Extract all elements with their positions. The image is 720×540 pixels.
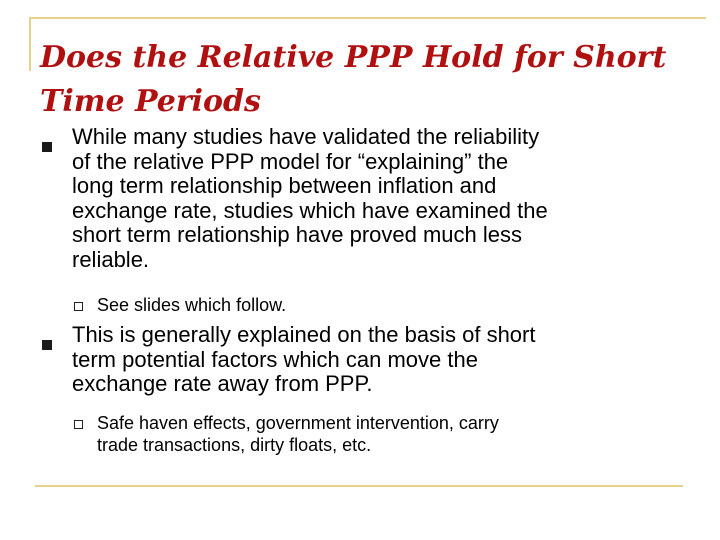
bullet-1-sub-line-1: See slides which follow. [97, 295, 287, 315]
bullet-square-icon [42, 142, 52, 152]
bottom-rule [35, 485, 683, 487]
bullet-1-sub-text [97, 294, 286, 316]
slide-title [40, 36, 720, 124]
sub-bullet-box-icon [74, 302, 83, 311]
bullet-2-line-2: term potential factors which can move the [72, 346, 478, 372]
bullet-1-line-3: long term relationship between inflation and [72, 173, 497, 198]
bullet-2-line-3: exchange rate away from PPP. [72, 371, 373, 396]
sub-bullet-box-icon [74, 420, 83, 429]
bullet-2-sub-line-1: Safe haven effects, government intervention, carry [97, 413, 499, 433]
bullet-1-line-5: short term relationship have proved much less [72, 222, 522, 247]
top-rule [29, 17, 706, 19]
bullet-square-icon [42, 340, 52, 350]
bullet-2-sub-line-2: trade transactions, dirty floats, etc. [97, 435, 372, 455]
title-line-2: Time Periods [40, 84, 261, 119]
bullet-1-line-1: While many studies have validated the reliability [72, 124, 540, 149]
bullet-1-text [72, 125, 548, 272]
title-line-1: Does the Relative PPP Hold for Short [40, 40, 667, 75]
bullet-2-sub-text [97, 412, 499, 456]
left-rule [29, 17, 31, 71]
bullet-1-line-6: reliable. [72, 246, 150, 272]
bullet-1-line-2: of the relative PPP model for “explaining” the [72, 148, 509, 174]
bullet-2-text [72, 323, 535, 397]
bullet-1-line-4: exchange rate, studies which have examined the [72, 197, 548, 223]
bullet-2-line-1: This is generally explained on the basis of short [72, 322, 536, 347]
